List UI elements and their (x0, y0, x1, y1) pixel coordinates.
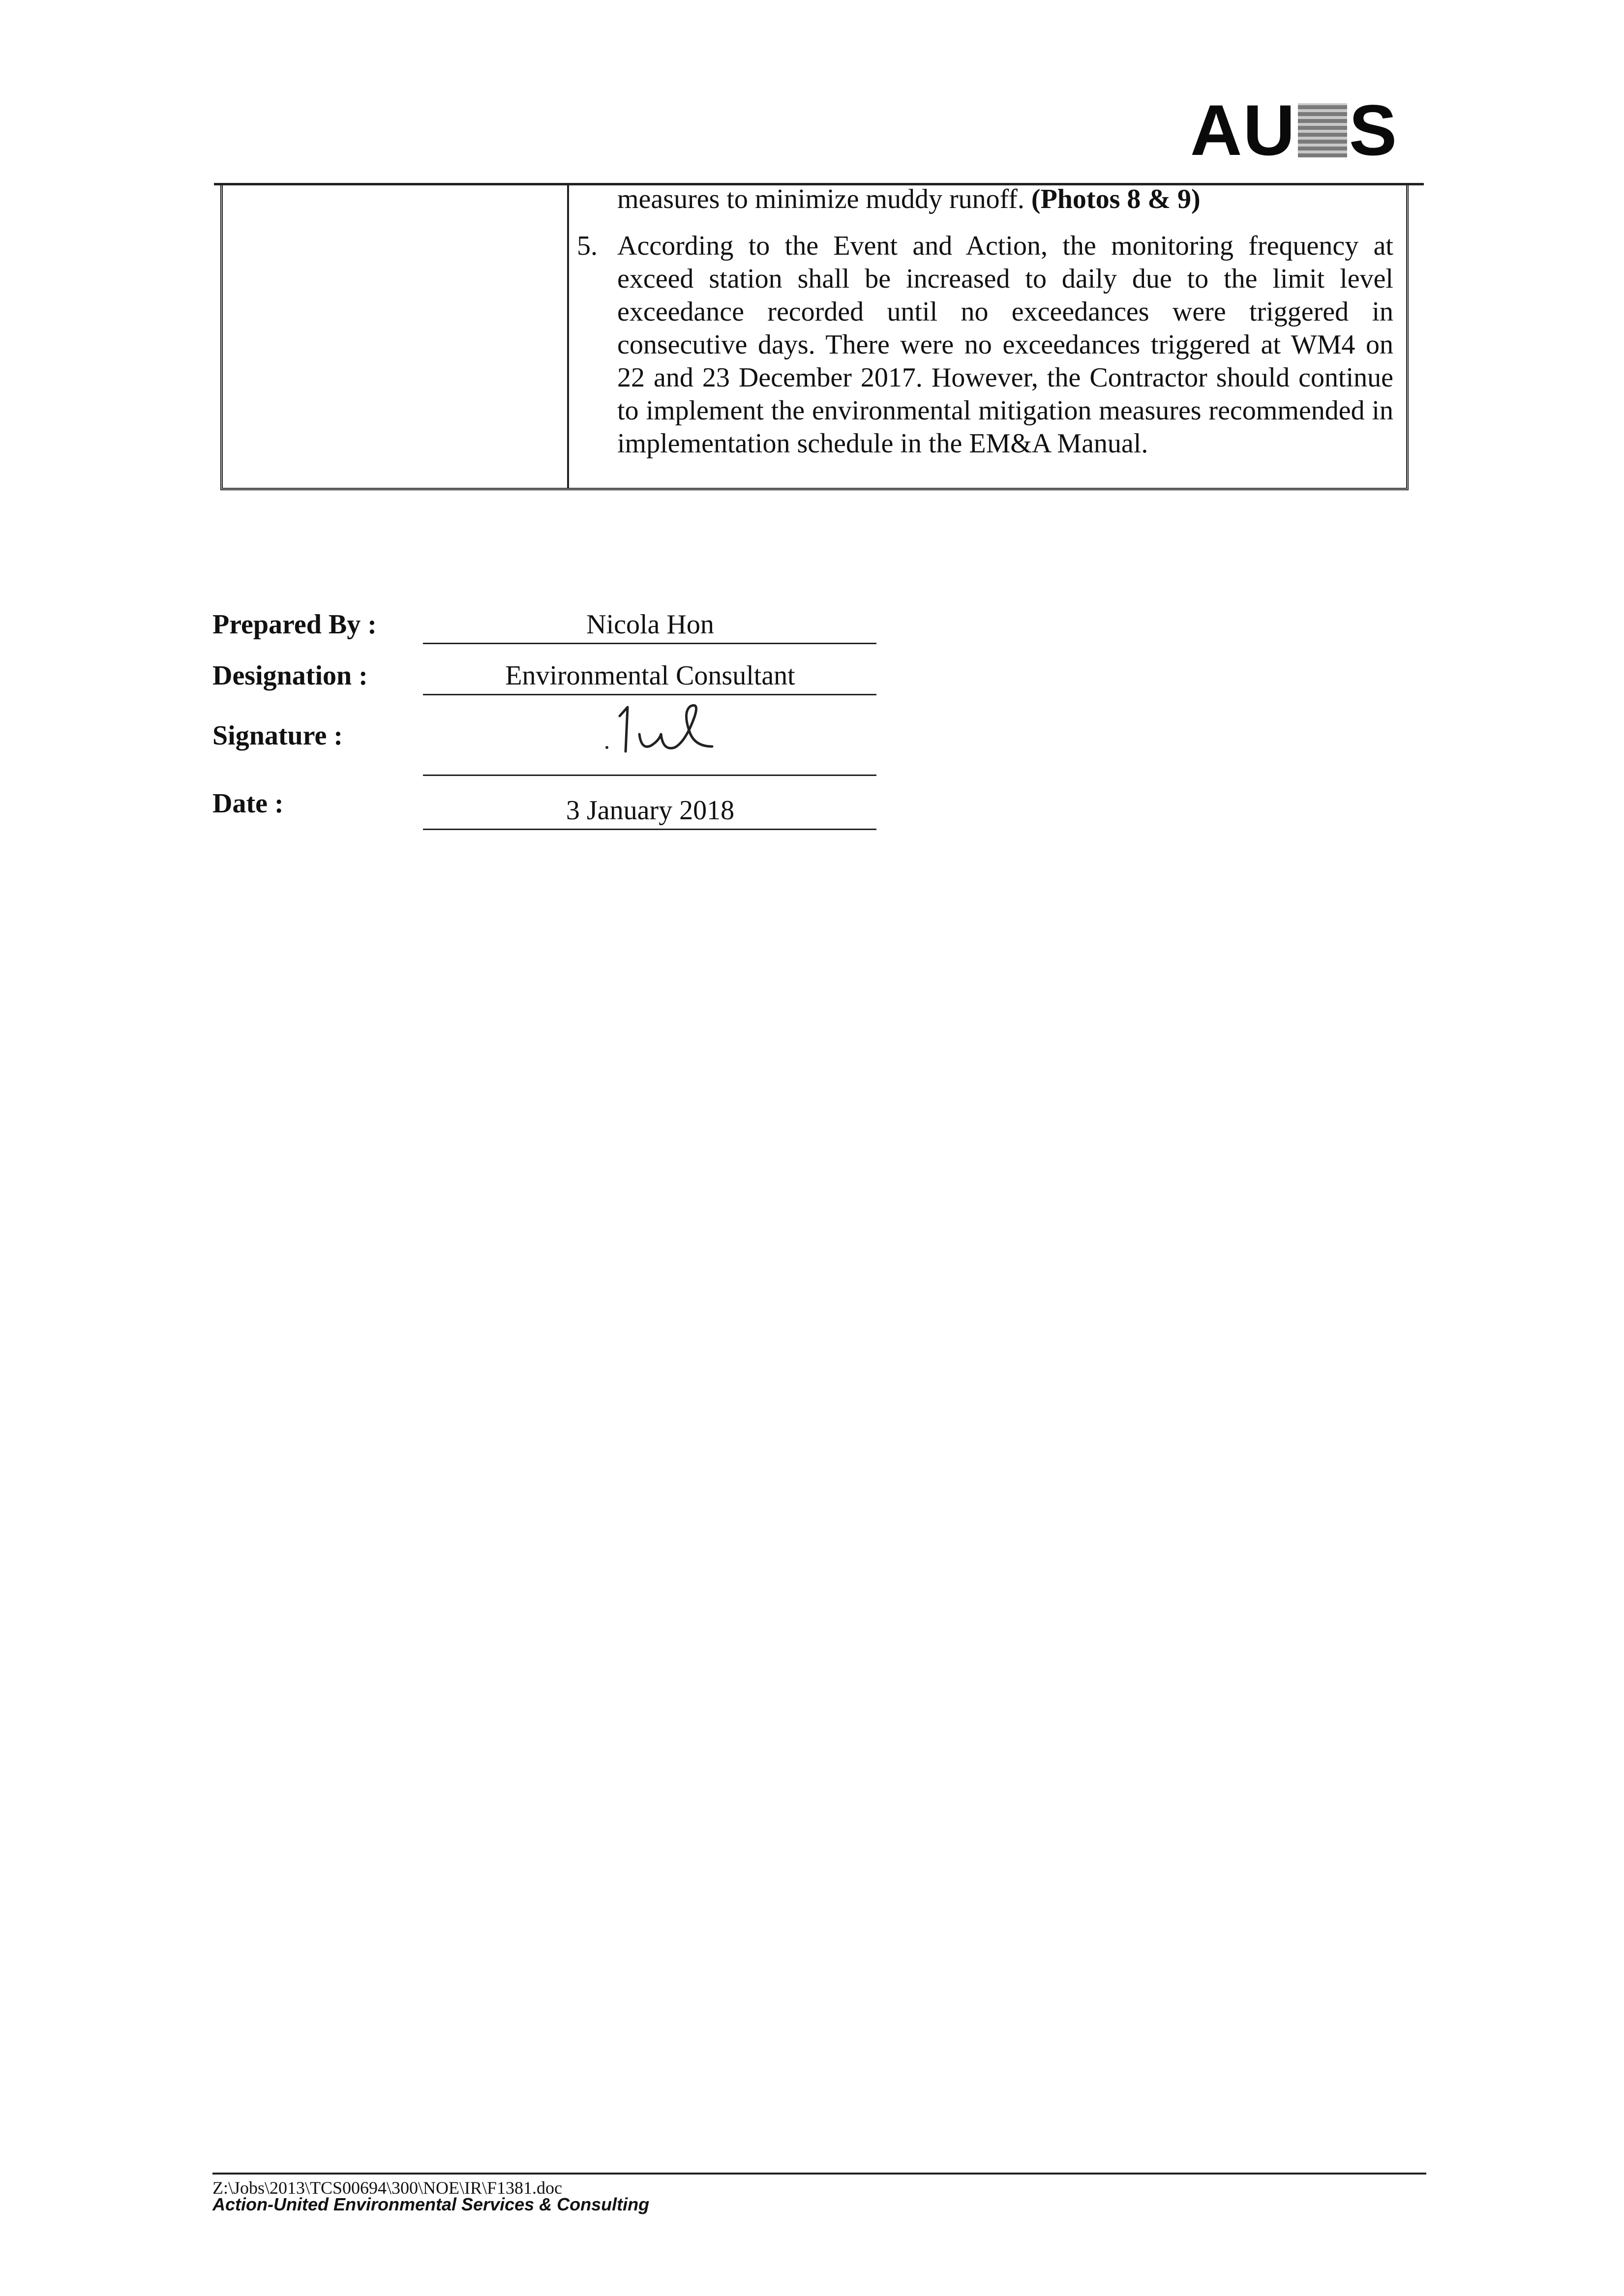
content-table (220, 183, 1409, 490)
continued-line (577, 183, 1393, 216)
signature-label: Signature : (212, 720, 343, 751)
logo-text-right: S (1349, 90, 1398, 170)
footer-company-name: Action-United Environmental Services & Consulting (212, 2194, 650, 2214)
prepared-by-row (212, 600, 901, 644)
prepared-by-value: Nicola Hon (586, 609, 714, 640)
date-value: 3 January 2018 (566, 795, 735, 826)
signature-underline (423, 775, 876, 776)
date-row (212, 786, 901, 830)
prepared-by-underline (423, 643, 876, 644)
handwritten-signature-icon (596, 687, 744, 771)
logo-text-left: AU (1190, 90, 1296, 170)
table-column-divider (567, 183, 569, 488)
designation-value: Environmental Consultant (505, 660, 795, 691)
list-item-number: 5. (577, 231, 598, 261)
list-item-text: According to the Event and Action, the monitoring frequency at exceed station shall be increased to daily due to the limit level exceedance recorded until no exceedances were triggered in consecutive days. There were no exceedances triggered at WM4 on 22 and 23 December 2017. However, the Contractor should continue to implement the environmental mitigation measures recommended in implementation schedule in the EM&A Manual. (617, 231, 1393, 459)
company-logo (1190, 90, 1398, 170)
footer-rule (212, 2173, 1426, 2175)
designation-row (212, 651, 901, 695)
continued-text: measures to minimize muddy runoff. (617, 184, 1024, 214)
logo-e-block-icon (1298, 103, 1347, 157)
signature-row (212, 707, 901, 776)
prepared-by-label: Prepared By : (212, 609, 377, 640)
date-underline (423, 829, 876, 830)
footer-file-path: Z:\Jobs\2013\TCS00694\300\NOE\IR\F1381.doc (212, 2178, 563, 2198)
table-right-cell (577, 183, 1393, 460)
photo-reference: (Photos 8 & 9) (1031, 184, 1201, 214)
list-item (577, 230, 1393, 460)
designation-label: Designation : (212, 660, 368, 691)
date-label: Date : (212, 788, 284, 819)
